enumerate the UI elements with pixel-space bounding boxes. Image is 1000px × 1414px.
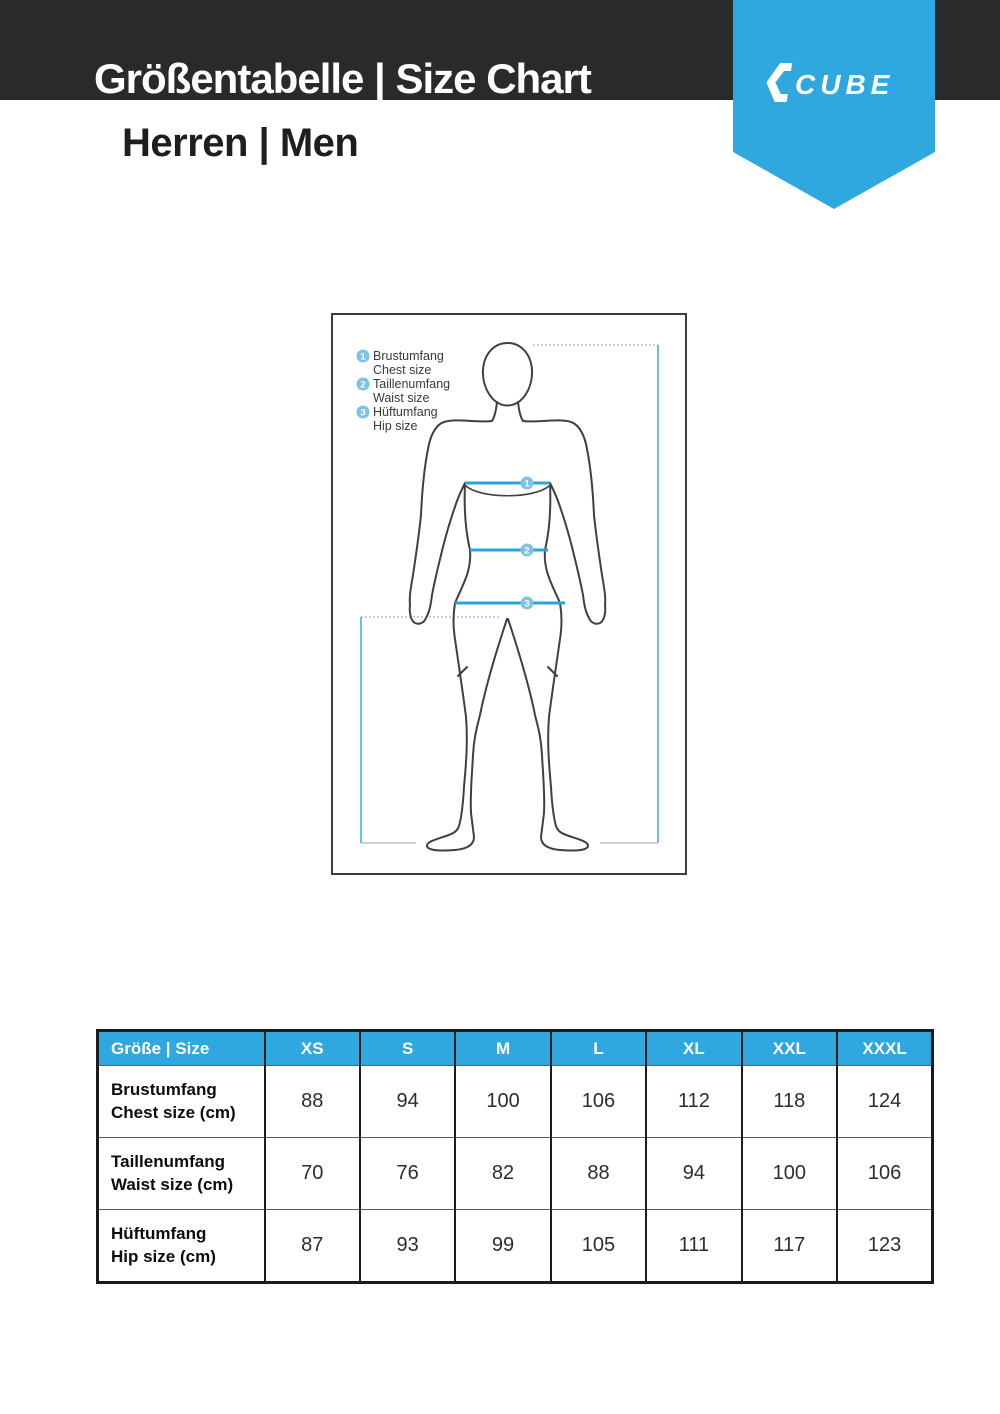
measure-badges [521, 477, 534, 610]
hip-l: 105 [551, 1210, 646, 1283]
svg-text:3: 3 [360, 407, 366, 419]
svg-text:3: 3 [524, 598, 530, 610]
hip-xl: 111 [646, 1210, 741, 1283]
legend-1-label-en: Chest size [373, 363, 432, 377]
col-header-m: M [455, 1031, 550, 1066]
svg-text:1: 1 [524, 478, 530, 490]
col-header-l: L [551, 1031, 646, 1066]
hip-xxxl: 123 [837, 1210, 932, 1283]
col-header-xl: XL [646, 1031, 741, 1066]
chest-xs: 88 [265, 1066, 360, 1138]
legend-3-label-de: Hüftumfang [373, 405, 438, 419]
hip-s: 93 [360, 1210, 455, 1283]
row-label-chest: Brustumfang Chest size (cm) [98, 1066, 265, 1138]
col-header-s: S [360, 1031, 455, 1066]
col-header-xs: XS [265, 1031, 360, 1066]
col-header-size-label: Größe | Size [98, 1031, 265, 1066]
table-header-row [98, 1031, 933, 1066]
waist-xs: 70 [265, 1138, 360, 1210]
waist-xl: 94 [646, 1138, 741, 1210]
chest-xl: 112 [646, 1066, 741, 1138]
chest-xxxl: 124 [837, 1066, 932, 1138]
waist-xxxl: 106 [837, 1138, 932, 1210]
page-subtitle: Herren | Men [122, 121, 359, 165]
legend-1-label-de: Brustumfang [373, 349, 444, 363]
table-row-waist [98, 1138, 933, 1210]
hip-m: 99 [455, 1210, 550, 1283]
measure-lines [455, 483, 565, 603]
chest-s: 94 [360, 1066, 455, 1138]
chest-l: 106 [551, 1066, 646, 1138]
row-label-hip: Hüftumfang Hip size (cm) [98, 1210, 265, 1283]
svg-text:1: 1 [360, 351, 366, 363]
page-title: Größentabelle | Size Chart [94, 55, 591, 102]
waist-xxl: 100 [742, 1138, 837, 1210]
row-label-waist: Taillenumfang Waist size (cm) [98, 1138, 265, 1210]
size-table [96, 1029, 934, 1284]
waist-s: 76 [360, 1138, 455, 1210]
table-row-chest [98, 1066, 933, 1138]
cube-logo-wordmark: CUBE [795, 69, 895, 100]
brand-ribbon [733, 0, 935, 210]
chest-xxl: 118 [742, 1066, 837, 1138]
diagram-legend [357, 349, 451, 433]
col-header-xxl: XXL [742, 1031, 837, 1066]
chest-m: 100 [455, 1066, 550, 1138]
ribbon-shape [733, 0, 935, 209]
col-header-xxxl: XXXL [837, 1031, 932, 1066]
svg-text:2: 2 [360, 379, 366, 391]
legend-2-label-en: Waist size [373, 391, 430, 405]
table-row-hip [98, 1210, 933, 1283]
waist-m: 82 [455, 1138, 550, 1210]
hip-xs: 87 [265, 1210, 360, 1283]
hip-xxl: 117 [742, 1210, 837, 1283]
inseam-bracket-left [361, 617, 499, 843]
measurement-diagram [331, 313, 687, 875]
waist-l: 88 [551, 1138, 646, 1210]
legend-3-label-en: Hip size [373, 419, 418, 433]
svg-text:2: 2 [524, 545, 530, 557]
body-outline [410, 343, 606, 851]
legend-2-label-de: Taillenumfang [373, 377, 451, 391]
